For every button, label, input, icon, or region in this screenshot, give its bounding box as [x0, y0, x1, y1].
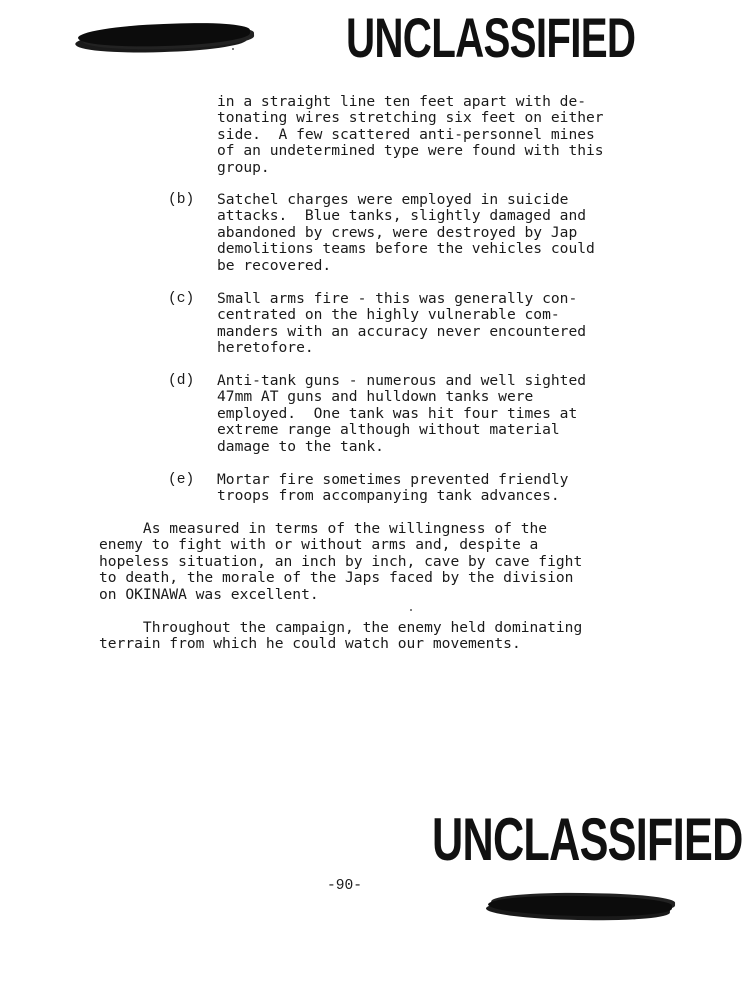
- text-line: group.: [217, 158, 270, 176]
- text-line: abandoned by crews, were destroyed by Jap: [217, 223, 578, 241]
- text-line: tonating wires stretching six feet on either: [217, 109, 604, 127]
- text-line: 47mm AT guns and hulldown tanks were: [217, 388, 534, 406]
- redaction-mark-bottom: [488, 894, 672, 917]
- scan-speck: [232, 48, 234, 50]
- text-line: of an undetermined type were found with this: [217, 142, 604, 160]
- text-line: in a straight line ten feet apart with de-: [217, 93, 587, 110]
- text-line: be recovered.: [217, 256, 332, 274]
- text-line: damage to the tank.: [217, 437, 384, 455]
- item-text: [217, 373, 586, 455]
- item-marker: (d): [168, 373, 195, 389]
- text-line: demolitions teams before the vehicles could: [217, 240, 595, 258]
- text-line: enemy to fight with or without arms and, despite a: [99, 536, 539, 554]
- text-line: Anti-tank guns - numerous and well sighted: [217, 372, 587, 389]
- text-line: Satchel charges were employed in suicide: [217, 191, 569, 208]
- morale-paragraph: [99, 521, 582, 603]
- text-line: to death, the morale of the Japs faced by the division: [99, 569, 574, 587]
- item-text: [217, 192, 595, 274]
- text-line: Throughout the campaign, the enemy held dominating: [99, 619, 583, 636]
- text-line: side. A few scattered anti-personnel mines: [217, 125, 595, 143]
- text-line: employed. One tank was hit four times at: [217, 404, 578, 422]
- terrain-paragraph: [99, 620, 582, 653]
- classification-stamp-top: UNCLASSIFIED: [346, 6, 636, 69]
- item-text: [217, 472, 568, 505]
- text-line: Small arms fire - this was generally con-: [217, 290, 578, 307]
- redaction-mark-top: [78, 21, 251, 49]
- item-marker: (e): [168, 472, 195, 488]
- item-text: [217, 291, 586, 357]
- text-line: centrated on the highly vulnerable com-: [217, 306, 560, 324]
- text-line: manders with an accuracy never encountered: [217, 322, 587, 340]
- item-marker: (c): [168, 291, 195, 307]
- text-line: attacks. Blue tanks, slightly damaged and: [217, 207, 587, 225]
- text-line: Mortar fire sometimes prevented friendly: [217, 471, 569, 488]
- text-line: hopeless situation, an inch by inch, cave by cave fight: [99, 552, 583, 570]
- scan-speck: [410, 609, 412, 611]
- text-line: heretofore.: [217, 339, 314, 357]
- classification-stamp-bottom: UNCLASSIFIED: [432, 806, 743, 873]
- page-number: -90-: [327, 878, 363, 894]
- text-line: terrain from which he could watch our movements.: [99, 635, 521, 653]
- text-line: troops from accompanying tank advances.: [217, 487, 560, 505]
- text-line: extreme range although without material: [217, 421, 560, 439]
- text-line: As measured in terms of the willingness of the: [99, 520, 548, 537]
- text-line: on OKINAWA was excellent.: [99, 585, 319, 603]
- item-marker: (b): [168, 192, 195, 208]
- item-a-continuation: [217, 94, 604, 176]
